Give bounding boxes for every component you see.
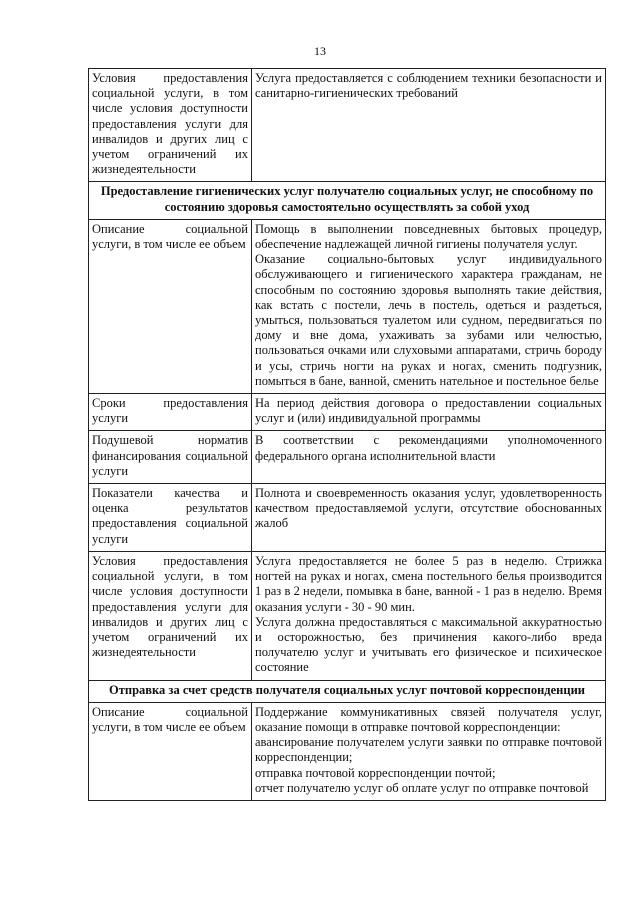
row-label: Показатели качества и оценка результатов предоставления социальной услуги	[89, 484, 252, 552]
row-value: Услуга предоставляется не более 5 раз в неделю. Стрижка ногтей на руках и ногах, смена постельного белья производится 1 раз в 2 недели, помывка в бане, ванной - 1 раз в неделю. Время оказания услуги - 30 - 90 мин. Услуга должна предоставляться с максимальной аккуратностью и осторожностью, без причинения какого-либо вреда получателю услуг и учитывать его физическое и психическое состояние	[252, 551, 606, 680]
row-value: В соответствии с рекомендациями уполномоченного федерального органа исполнительной власти	[252, 431, 606, 484]
row-label: Подушевой норматив финансирования социальной услуги	[89, 431, 252, 484]
row-label: Условия предоставления социальной услуги, в том числе условия доступности предоставления услуги для инвалидов и других лиц с учетом ограничений их жизнедеятельности	[89, 69, 252, 182]
row-value: Помощь в выполнении повседневных бытовых процедур, обеспечение надлежащей личной гигиены получателя услуг. Оказание социально-бытовых услуг индивидуального обслуживающего и гигиенического характера гражданам, не способным по состоянию здоровья выполнять такие действия, как встать с постели, лечь в постель, одеться и раздеться, умыться, пользоваться туалетом или судном, передвигаться по дому и вне дома, ухаживать за зубами или челюстью, пользоваться очками или слуховыми аппаратами, стричь бороду и усы, стричь ногти на руках и ногах, сменить подгузник, помыться в бане, ванной, сменить нательное и постельное белье	[252, 219, 606, 393]
table-row	[89, 431, 606, 484]
section-heading-row	[89, 680, 606, 702]
table-row	[89, 702, 606, 800]
row-value: Услуга предоставляется с соблюдением техники безопасности и санитарно-гигиенических требований	[252, 69, 606, 182]
row-label: Описание социальной услуги, в том числе ее объем	[89, 219, 252, 393]
row-value: На период действия договора о предоставлении социальных услуг и (или) индивидуальной программы	[252, 394, 606, 431]
section-heading: Предоставление гигиенических услуг получателю социальных услуг, не способному по состоянию здоровья самостоятельно осуществлять за собой уход	[89, 182, 606, 219]
table-row	[89, 219, 606, 393]
row-label: Описание социальной услуги, в том числе ее объем	[89, 702, 252, 800]
table-row	[89, 394, 606, 431]
section-heading-row	[89, 182, 606, 219]
row-value: Полнота и своевременность оказания услуг, удовлетворенность качеством предоставляемой услуги, отсутствие обоснованных жалоб	[252, 484, 606, 552]
service-description-table	[88, 68, 606, 801]
table-row	[89, 69, 606, 182]
row-value: Поддержание коммуникативных связей получателя услуг, оказание помощи в отправке почтовой корреспонденции: авансирование получателем услуги заявки по отправке почтовой корреспонденции; отправка почтовой корреспонденции почтой; отчет получателю услуг об оплате услуг по отправке почтовой	[252, 702, 606, 800]
table-row	[89, 551, 606, 680]
table-row	[89, 484, 606, 552]
section-heading: Отправка за счет средств получателя социальных услуг почтовой корреспонденции	[89, 680, 606, 702]
page-number: 13	[314, 44, 326, 58]
row-label: Сроки предоставления услуги	[89, 394, 252, 431]
row-label: Условия предоставления социальной услуги, в том числе условия доступности предоставления услуги для инвалидов и других лиц с учетом ограничений их жизнедеятельности	[89, 551, 252, 680]
